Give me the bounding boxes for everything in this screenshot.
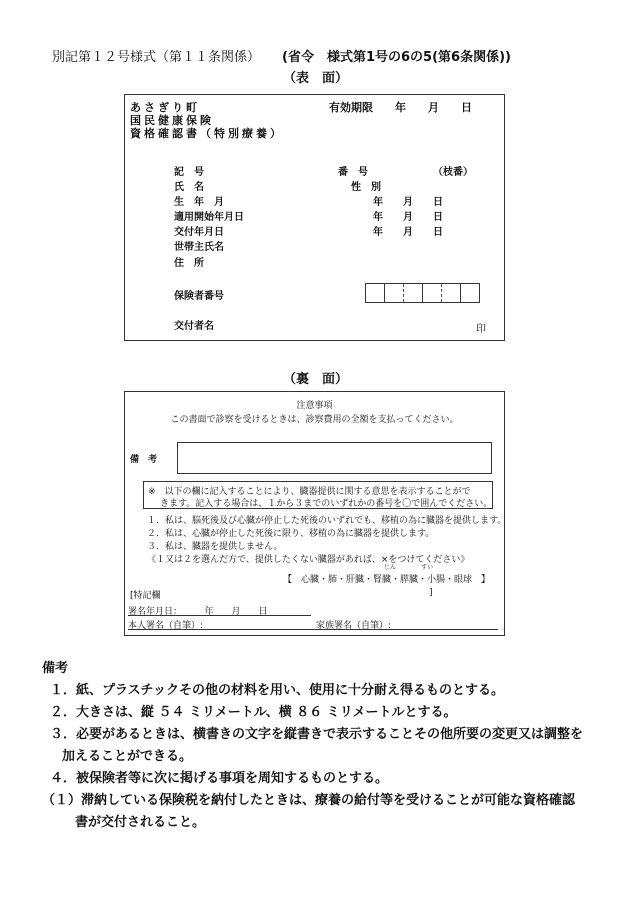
donation-option-3: ３．私は、臓器を提供しません。 bbox=[147, 542, 283, 552]
seal-mark: 印 bbox=[476, 324, 486, 335]
insurer-number-label: 保険者番号 bbox=[174, 291, 224, 302]
family-signature-label: 家族署名（自筆）: bbox=[316, 621, 392, 631]
organ-note-line-1: ※ 以下の欄に記入することにより、臓器提供に関する意思を表示することがで bbox=[148, 487, 471, 497]
donation-option-note: 《１又は２を選んだ方で、提供したくない臓器があれば、×をつけてください》 bbox=[147, 555, 470, 565]
remarks-box[interactable] bbox=[177, 442, 492, 474]
note-item-3: ３．必要があるときは、横書きの文字を縦書きで表示することその他所要の変更又は調整を bbox=[50, 727, 584, 742]
start-date-fields: 年 月 日 bbox=[373, 212, 443, 223]
notes-title: 備考 bbox=[42, 661, 69, 676]
donation-option-2: ２．私は、心臓が停止した死後に限り、移植の為に臓器を提供します。 bbox=[147, 529, 435, 539]
ruby-kidney: じん bbox=[384, 564, 397, 571]
ruby-pancreas: すい bbox=[421, 564, 434, 571]
organ-list: 【 心臓・肺・肝臓・腎臓・膵臓・小腸・眼球 】 bbox=[283, 575, 491, 585]
insurer-number-boxes bbox=[365, 283, 480, 303]
self-signature-label: 本人署名（自筆）: bbox=[128, 621, 204, 631]
note-item-4-1-continued: 書が交付されること。 bbox=[75, 815, 206, 830]
household-head-label: 世帯主氏名 bbox=[174, 242, 224, 253]
remarks-label: 備 考 bbox=[130, 455, 158, 465]
organ-note-line-2: きます。記入する場合は、１から３までのいずれかの番号を〇で囲んでください。 bbox=[160, 499, 493, 509]
sex-label: 性 別 bbox=[351, 182, 381, 193]
front-card bbox=[124, 94, 505, 341]
start-date-label: 適用開始年月日 bbox=[174, 212, 244, 223]
branch-number-label: （枝番） bbox=[433, 167, 473, 178]
front-side-label: （表 面） bbox=[283, 71, 349, 86]
donation-option-1: １．私は、脳死後及び心臓が停止した死後のいずれでも、移植の為に臓器を提供します。 bbox=[147, 516, 507, 526]
back-side-label: （裏 面） bbox=[283, 372, 349, 387]
insurance-type: 国民健康保険 bbox=[130, 114, 214, 127]
issuer-label: 交付者名 bbox=[174, 321, 214, 332]
form-number: 別記第１２号様式（第１１条関係） bbox=[52, 50, 261, 65]
document-title: 資格確認書（特別療養） bbox=[130, 127, 284, 140]
note-item-3-continued: 加えることができる。 bbox=[62, 749, 193, 764]
birth-label: 生 年 月 bbox=[174, 197, 224, 208]
birth-date-fields: 年 月 日 bbox=[373, 197, 443, 208]
validity-period: 有効期限 年 月 日 bbox=[329, 101, 472, 114]
notice-text: この書面で診察を受けるときは、診察費用の全額を支払ってください。 bbox=[170, 415, 459, 425]
note-item-4-1: （１）滞納している保険税を納付したときは、療養の給付等を受けることが可能な資格確認 bbox=[42, 793, 576, 808]
notice-title: 注意事項 bbox=[296, 401, 333, 411]
special-notes-label: [特記欄 bbox=[130, 591, 161, 601]
issue-date-label: 交付年月日 bbox=[174, 227, 224, 238]
organ-donation-note-box bbox=[143, 481, 493, 509]
symbol-label: 記 号 bbox=[174, 167, 204, 178]
address-label: 住 所 bbox=[174, 258, 204, 269]
note-item-2: ２．大きさは、縦 ５４ ミリメートル、横 ８６ ミリメートルとする。 bbox=[50, 705, 457, 720]
name-label: 氏 名 bbox=[174, 182, 204, 193]
number-label: 番 号 bbox=[338, 167, 368, 178]
note-item-4: ４．被保険者等に次に掲げる事項を周知するものとする。 bbox=[50, 771, 389, 786]
town-name: あさぎり町 bbox=[130, 101, 200, 114]
signature-date: 署名年月日： 年 月 日 bbox=[128, 607, 268, 617]
note-item-1: １．紙、プラスチックその他の材料を用い、使用に十分耐え得るものとする。 bbox=[50, 683, 504, 698]
back-card bbox=[124, 391, 505, 636]
form-reference: (省令 様式第1号の6の5(第6条関係)) bbox=[282, 50, 511, 65]
special-notes-close: ] bbox=[429, 588, 433, 598]
issue-date-fields: 年 月 日 bbox=[373, 227, 443, 238]
